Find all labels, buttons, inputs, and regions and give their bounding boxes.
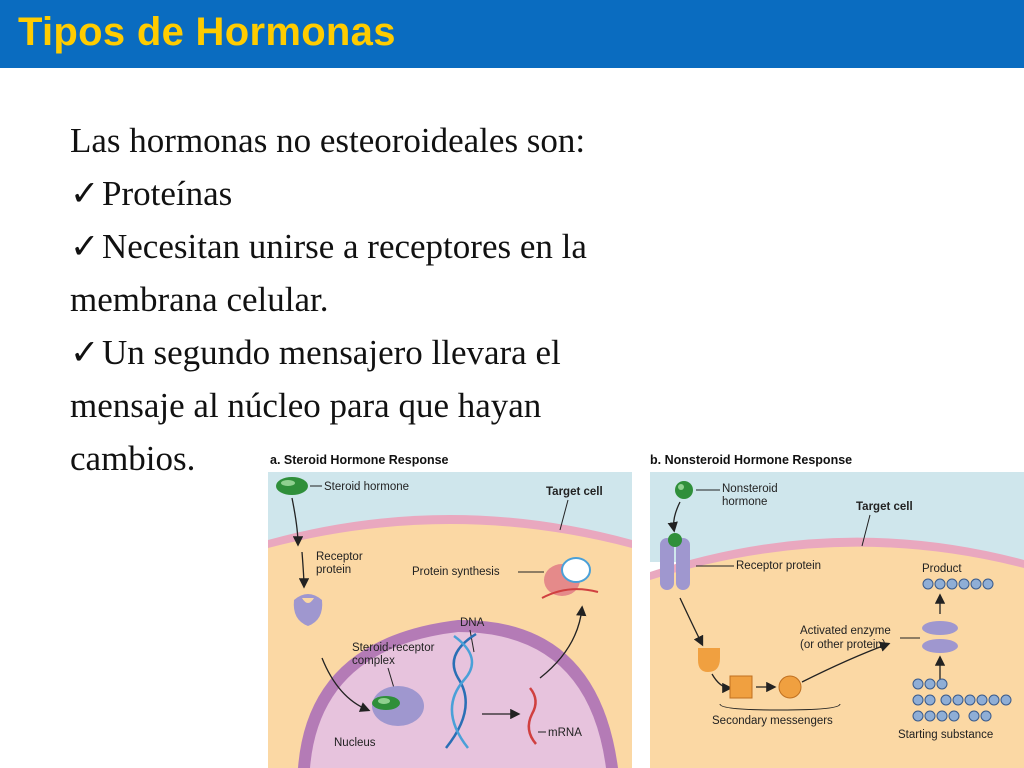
bullet-messenger-text: Un segundo mensajero llevara el — [102, 333, 561, 372]
label-complex-line-1: Steroid-receptor — [352, 642, 435, 654]
label-hormone-line-1: Nonsteroid — [722, 483, 778, 495]
activated-enzyme-icon — [922, 621, 958, 635]
label-protein-synthesis: Protein synthesis — [412, 566, 500, 578]
checkmark-icon: ✓ — [70, 174, 100, 213]
label-hormone-line-2: hormone — [722, 496, 768, 508]
slide-title: Tipos de Hormonas — [18, 10, 396, 54]
checkmark-icon: ✓ — [70, 333, 100, 372]
bullet-receptors — [70, 220, 730, 273]
steroid-response-panel — [268, 453, 632, 768]
label-dna: DNA — [460, 617, 485, 629]
nonsteroid-response-panel — [650, 453, 1024, 768]
label-complex-line-2: complex — [352, 655, 395, 667]
label-mrna: mRNA — [548, 727, 582, 739]
slide-body — [70, 114, 730, 485]
body-heading: Las hormonas no esteoroideales son: — [70, 121, 586, 160]
label-receptor-line-2: protein — [316, 564, 352, 576]
bullet-messenger — [70, 326, 730, 379]
steroid-hormone-icon — [276, 477, 308, 495]
label-product: Product — [922, 563, 962, 575]
messenger-circle-icon — [779, 676, 801, 698]
label-receptor-line-1: Receptor — [316, 551, 363, 563]
bullet-messenger-cont-2: cambios. — [70, 439, 196, 478]
panel-a-heading: a. Steroid Hormone Response — [270, 453, 449, 467]
label-nucleus: Nucleus — [334, 737, 376, 749]
label-enzyme-line-1: Activated enzyme — [800, 625, 891, 637]
label-secondary-messengers: Secondary messengers — [712, 715, 833, 727]
bullet-receptors-cont: membrana celular. — [70, 280, 329, 319]
label-enzyme-line-2: (or other protein) — [800, 639, 886, 651]
label-target-cell-a: Target cell — [546, 486, 603, 498]
panel-b-heading: b. Nonsteroid Hormone Response — [650, 453, 853, 467]
bullet-proteins-text: Proteínas — [102, 174, 233, 213]
checkmark-icon: ✓ — [70, 227, 100, 266]
activated-protein-icon — [698, 648, 720, 672]
label-steroid-hormone: Steroid hormone — [324, 481, 410, 493]
messenger-square-icon — [730, 676, 752, 698]
nonsteroid-hormone-icon — [675, 481, 693, 499]
bullet-proteins — [70, 167, 730, 220]
title-bar — [0, 0, 1024, 68]
hormone-response-figure — [268, 448, 1024, 768]
label-receptor-protein: Receptor protein — [736, 560, 822, 572]
label-starting-substance: Starting substance — [898, 729, 994, 741]
bullet-receptors-text: Necesitan unirse a receptores en la — [102, 227, 587, 266]
label-target-cell-b: Target cell — [856, 501, 913, 513]
bullet-messenger-cont-1: mensaje al núcleo para que hayan — [70, 386, 542, 425]
